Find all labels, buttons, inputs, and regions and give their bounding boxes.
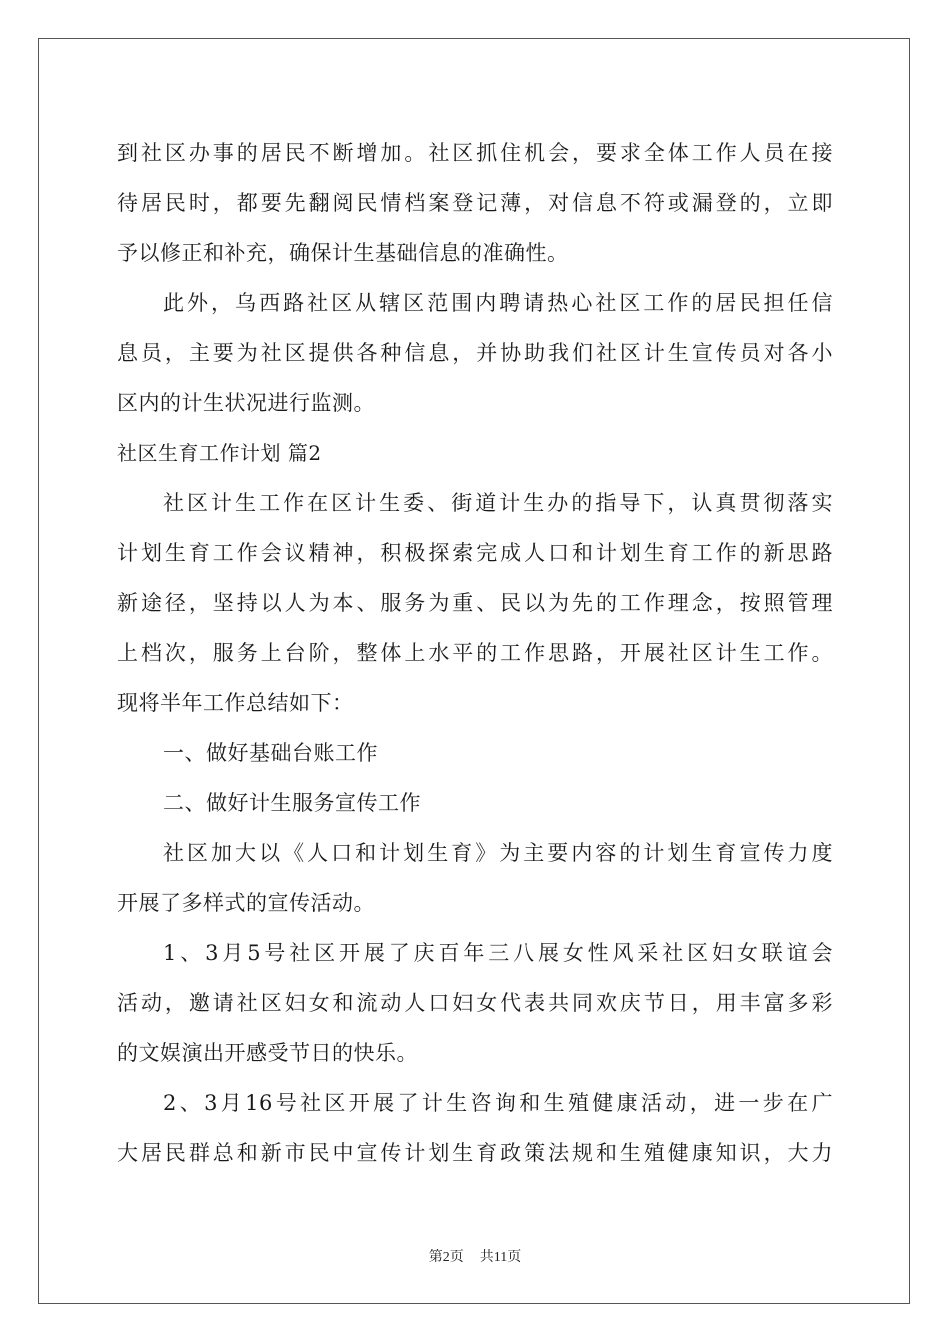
paragraph [117, 778, 833, 828]
page-footer [0, 1246, 950, 1266]
text-line: 到社区办事的居民不断增加。社区抓住机会，要求全体工作人员在接 [117, 141, 833, 165]
text-line: 区内的计生状况进行监测。 [117, 391, 375, 415]
text-line: 一、做好基础台账工作 [163, 741, 378, 765]
paragraph [117, 828, 833, 928]
document-body [117, 128, 833, 1178]
text-line: 此外，乌西路社区从辖区范围内聘请热心社区工作的居民担任信 [163, 291, 833, 315]
text-line: 开展了多样式的宣传活动。 [117, 891, 375, 915]
paragraph [117, 928, 833, 1078]
text-line: 上档次，服务上台阶，整体上水平的工作思路，开展社区计生工作。 [117, 641, 833, 665]
paragraph [117, 278, 833, 428]
text-line: 2、3月16号社区开展了计生咨询和生殖健康活动，进一步在广 [163, 1091, 833, 1115]
text-line: 息员，主要为社区提供各种信息，并协助我们社区计生宣传员对各小 [117, 341, 833, 365]
paragraph [117, 478, 833, 728]
page-total: 共11页 [479, 1250, 522, 1265]
text-line: 予以修正和补充，确保计生基础信息的准确性。 [117, 241, 569, 265]
text-line: 1、3月5号社区开展了庆百年三八展女性风采社区妇女联谊会 [163, 941, 833, 965]
section-heading: 社区生育工作计划 篇2 [117, 441, 322, 465]
paragraph [117, 728, 833, 778]
text-line: 的文娱演出开感受节日的快乐。 [117, 1041, 418, 1065]
paragraph [117, 128, 833, 278]
text-line: 现将半年工作总结如下： [117, 691, 354, 715]
text-line: 活动，邀请社区妇女和流动人口妇女代表共同欢庆节日，用丰富多彩 [117, 991, 833, 1015]
text-line: 待居民时，都要先翻阅民情档案登记薄，对信息不符或漏登的，立即 [117, 191, 833, 215]
paragraph [117, 1078, 833, 1178]
page-number: 第2页 [428, 1250, 464, 1265]
text-line: 社区加大以《人口和计划生育》为主要内容的计划生育宣传力度 [163, 841, 833, 865]
text-line: 计划生育工作会议精神，积极探索完成人口和计划生育工作的新思路 [117, 541, 833, 565]
text-line: 新途径，坚持以人为本、服务为重、民以为先的工作理念，按照管理 [117, 591, 833, 615]
text-line: 社区计生工作在区计生委、街道计生办的指导下，认真贯彻落实 [163, 491, 833, 515]
text-line: 大居民群总和新市民中宣传计划生育政策法规和生殖健康知识，大力 [117, 1141, 833, 1165]
text-line: 二、做好计生服务宣传工作 [163, 791, 421, 815]
